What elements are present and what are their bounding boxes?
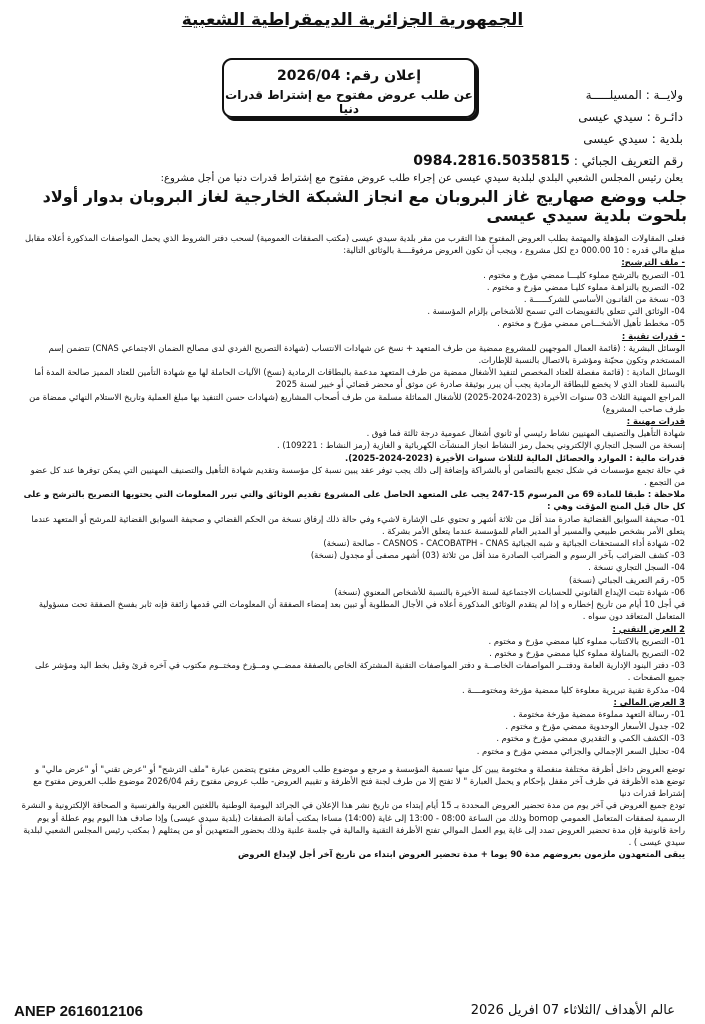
list-item: 01- التصريح بالاكتتاب مملوء كليا ممضي مؤرخ و مختوم .: [488, 635, 685, 646]
body-paragraph: تودع جميع العروض في آخر يوم من مدة تحضير العروض المحددة بـ 15 أيام إبتداء من تاريخ نشر هذا الإعلان في الجرائد اليومية الوطنية باللغتين العربية والفرنسية و الصحافة الإلكترونية و النشرة الرسمية لصفقات المتعامل العمومي bomop وذلك من الساعة 08:00 - 13:00 إلى غاية (14:00) مساءا بمكتب أمانة الصفقات (بلدية سيدي عيسى) وإذا صادف هذا اليوم يوم عطلة أو يوم راحة قانونية فإن مدة تحضير العروض تمدد إلى غاية يوم العمل الموالي تفتح الأظرفة التقنية والمالية في جلسة علنية وذلك بحضور المتعهدين أو من يمثلهم ( بمكتب رئيس المجلس الشعبي لبلدية سيدي عيسى ) .: [21, 800, 685, 847]
list-item: 03- كشف الضرائب بآخر الرسوم و الضرائب الصادرة منذ أقل من ثلاثة (03) أشهر مصفى أو مجدول (نسخة): [310, 550, 685, 561]
financial-offer-title: 3 العرض المالي :: [613, 696, 685, 707]
list-item: 02- شهادة أداء المستحقات الجبائية و شبه الجبائية CASNOS - CACOBATPH - CNAS - صالحة (نسخة): [323, 538, 685, 549]
list-item: 03- الكشف الكمي و التقديري ممضي مؤرخ و مختوم .: [496, 733, 685, 744]
intro-text: يعلن رئيس المجلس الشعبي البلدي لبلدية سيدي عيسى عن إجراء طلب عروض مفتوح مع إشتراط قدرات دنيا من أجل مشروع:: [160, 173, 683, 184]
list-item: 02- التصريح بالمناولة مملوء كليا ممضي مؤرخ و مختوم .: [489, 647, 685, 658]
body-paragraph: المراجع المهنية الثلاث 03 سنوات الأخيرة (2023-2024-2025) للأشغال المماثلة مسلمة من طرف أصحاب المشاريع (شهادات حسن التنفيذ بها مبلغ العملية وتاريخ الاستلام النهائي ممضاة من طرف صاحب المشروع): [29, 391, 685, 414]
announcement-subject: عن طلب عروض مفتوح مع إشتراط قدرات دنيا: [225, 88, 473, 116]
body-paragraph: يبقى المتعهدون ملزمون بعروضهم مدة 90 يوما + مدة تحضير العروض ابتداء من تاريخ آخر أجل لإيداع العروض: [238, 849, 685, 860]
list-item: 01- رسالة التعهد مملوءة ممضية مؤرخة مختومة .: [513, 708, 685, 719]
list-item: 04- الوثائق التي تتعلق بالتفويضات التي تسمح للأشخاص بإلزام المؤسسة .: [427, 306, 685, 317]
body-paragraph: الوسائل المادية : (قائمة مفصلة للعتاد المخصص لتنفيذ الأشغال ممضية من طرف المتعهد مدعمة بالبطاقات الرمادية (نسخ) الآليات الحاملة لها مع شهادة التأمين للعتاد المميز صالحة المدة أما بالنسبة للعتاد الذي لا يخضع للبطاقة الرمادية يجب أن يبرر بوثيقة صادرة عن موثق أو محضر قضائي أو خبير لسنة 2025: [34, 367, 685, 390]
list-item: 05- رقم التعريف الجبائي (نسخة): [569, 574, 685, 585]
tax-id-line: [413, 153, 683, 169]
newspaper-date: عالم الأهداف /الثلاثاء 07 افريل 2026: [470, 1003, 675, 1018]
list-item: 05- مخطط تأهيل الأشخـــاص ممضي مؤرخ و مختوم .: [497, 318, 685, 329]
list-item: 02- التصريح بالنزاهـة مملوء كليـا ممضي مؤرخ و مختوم .: [486, 281, 685, 292]
body-paragraph: الوسائل البشرية : (قائمة العمال الموجهين للمشروع ممضية من طرف المتعهد + نسخ عن شهادات الانتساب (شهادة التصريح الفردي لدى مصالح الضمان الاجتماعي CNAS) تتضمن إسم المستخدم وتكون محيّنة ومؤشرة بالاتصال بالنسبة للإطارات.: [48, 342, 685, 366]
technical-capacity-title: - قدرات تقنية :: [621, 330, 685, 341]
body-paragraph: شهادة التأهيل والتصنيف المهنيين نشاط رئيسي أو ثانوي أشغال عمومية درجة ثالثة فما فوق .: [366, 428, 685, 439]
remark-paragraph: ملاحظة : طبقا للمادة 69 من المرسوم 15-247 يجب على المتعهد الحاصل على المشروع تقديم الوثائق والتي تبرر المعلومات التي يحتويها التصريح بالترشح و على كل حال قبل المنح المؤقت وهي :: [23, 489, 685, 512]
wilaya-label: ولايــة : المسيلـــــة: [585, 88, 683, 102]
list-item: 01- التصريح بالترشح مملوء كليـــا ممضي مؤرخ و مختوم .: [483, 269, 685, 280]
financial-capacity: قدرات مالية : الموارد والحصائل المالية للثلاث سنوات الأخيرة (2023-2024-2025).: [345, 452, 685, 463]
project-title: جلب ووضع صهاريج غاز البروبان مع انجاز الشبكة الخارجية لغاز البروبان بدوار أولاد بلحوت بلدية سيدي عيسى: [42, 187, 687, 225]
professional-capacity-title: قدرات مهنية :: [626, 416, 685, 427]
body-paragraph: إنسخة من السجل التجاري الإلكتروني يحمل رمز النشاط انجاز المنشآت الكهربائية و الغازية (رمز النشاط : 109221) .: [277, 440, 685, 451]
list-item: 01- صحيفة السوابق القضائية صادرة منذ أقل من ثلاثة أشهر و تحتوي على الإشارة لاشيء وفي حالة ذلك إرفاق نسخة من الحكم القضائي و صحيفة السوابق القضائية للمرشح أو المتعهد عندما يتعلق الأمر بشخص طبيعي والمسير أو المدير العام للمؤسسة عندما يتعلق الأمر بشركة .: [31, 513, 685, 536]
list-item: 04- تحليل السعر الإجمالي والجزائي ممضي مؤرخ و مختوم .: [476, 745, 685, 756]
list-item: 04- السجل التجاري نسخة .: [588, 562, 685, 573]
list-item: 06- شهادة تثبت الإيداع القانوني للحسابات الاجتماعية لسنة الأخيرة بالنسبة للأشخاص المعنوي (نسخة): [334, 586, 685, 597]
announcement-box: [222, 58, 476, 118]
body-paragraph: فعلى المقاولات المؤهلة والمهتمة بطلب العروض المفتوح هذا التقرب من مقر بلدية سيدي عيسى (مكتب الصفقات العمومية) لسحب دفتر الشروط الذي يحمل المواصفات المذكورة أعلاه مقابل مبلغ مالي قدره : 10 000.00 دج لكل مشروع ، ويجب أن تكون العروض مرفوقــــة بالوثائق التالية:: [25, 233, 685, 256]
list-item: 03- نسخة من القانـون الأساسي للشركــــــة .: [523, 294, 685, 305]
body-paragraph: في أجل 10 أيام من تاريخ إخطاره و إذا لم يتقدم الوثائق المذكورة أعلاه في الأجال المطلوبة أو تبين بعد إمضاء الصفقة أن المعلومات التي قدمها زائفة فإنه ثابر بفسخ الصفقة تحت مسؤولية المتعامل المتعاقد دون سواه .: [38, 599, 685, 622]
tax-id-label: رقم التعريف الجبائي :: [573, 154, 683, 168]
announcement-number: إعلان رقم: 2026/04: [276, 68, 422, 84]
list-item: 04- مذكرة تقنية تبريرية معلوءة كليا ممضية مؤرخة ومختومــــة .: [461, 684, 685, 695]
baladia-label: بلدية : سيدي عيسى: [583, 132, 683, 146]
tax-id-number: 0984.2816.5035815: [413, 153, 571, 169]
body-paragraph: في حالة تجمع مؤسسات في شكل تجمع بالتضامن أو بالشراكة وإضافة إلى ذلك يجب توفر عقد يبين نسبة كل مؤسسة وتقديم شهادة التأهيل والتصنيف المهنيين التي يمكن توفرها عند كل عضو من التجمع .: [30, 464, 685, 488]
list-item: 02- جدول الأسعار الوحدوية ممضي مؤرخ و مختوم .: [505, 721, 685, 732]
body-paragraph: توضع العروض داخل أظرفة مختلفة منفصلة و مختومة يبين كل منها تسمية المؤسسة و مرجع و موضوع طلب العروض مفتوح يتضمن عبارة "ملف الترشح" أو "عرض تقني" أو "عرض مالي" و توضع هذه الأظرفة في ظرف آخر مقفل بإحكام و يحمل العبارة " لا تفتح إلا من طرف لجنة فتح الأظرفة و تقييم العروض- طلب عروض مفتوح رقم 2026/04 موضوع طلب العروض مفتوح مع إشتراط قدرات دنيا: [33, 763, 685, 799]
daira-label: دائـرة : سيدي عيسى: [578, 110, 683, 124]
list-item: 03- دفتر البنود الإدارية العامة ودفتــر المواصفات الخاصــة و دفتر المواصفات التقنية المشتركة الخاص بالصفقة ممضــي ومــؤرخ ومختــوم مكتوب في آخره قرئ وقبل بخط اليد ومؤشر على جميع الصفحات .: [34, 660, 685, 683]
technical-offer-title: 2 العرض التقني :: [612, 623, 685, 634]
anep-code: ANEP 2616012106: [14, 1003, 143, 1020]
candidature-title: - ملف الترشيح:: [621, 257, 685, 268]
announcement-body: [20, 232, 685, 860]
republic-title: الجمهورية الجزائرية الديمقراطية الشعبية: [181, 10, 524, 30]
